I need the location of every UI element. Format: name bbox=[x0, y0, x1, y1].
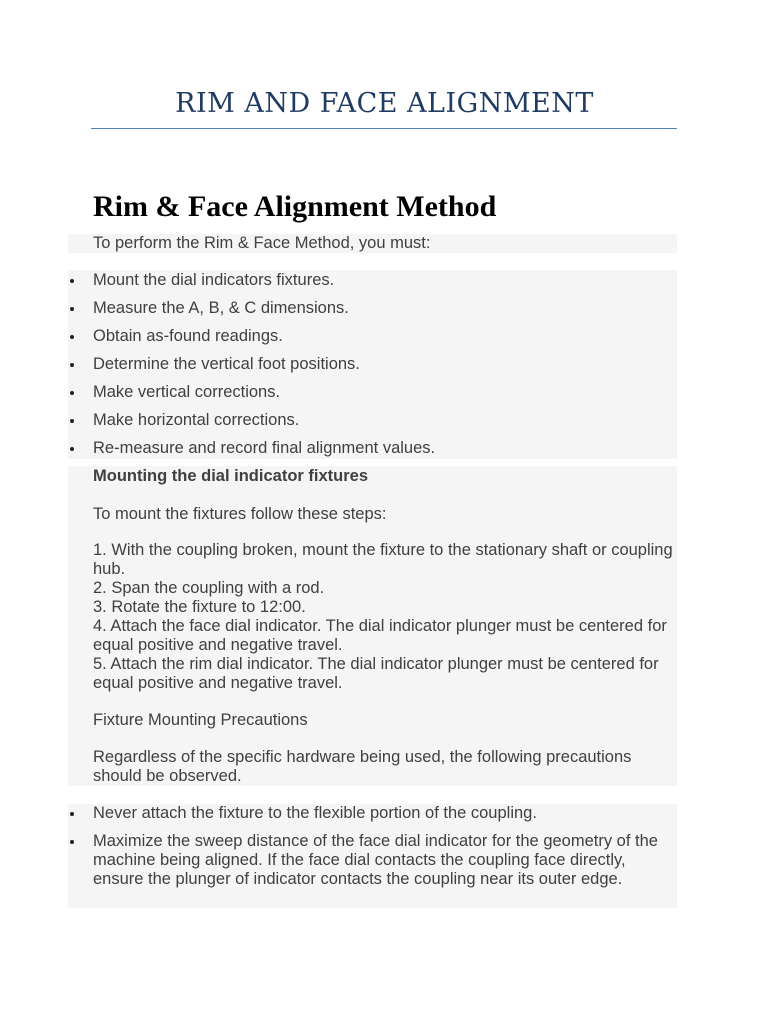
mounting-heading: Mounting the dial indicator fixtures bbox=[93, 467, 369, 485]
bullet-icon bbox=[70, 279, 74, 283]
list-item-text: Determine the vertical foot positions. bbox=[93, 355, 360, 373]
mounting-step: 3. Rotate the fixture to 12:00. bbox=[93, 598, 306, 616]
mounting-step: 1. With the coupling broken, mount the fixture to the stationary shaft or coupling hub. bbox=[93, 541, 673, 578]
bullet-icon bbox=[70, 307, 74, 311]
mounting-step: 2. Span the coupling with a rod. bbox=[93, 579, 325, 597]
list-item-text: Make vertical corrections. bbox=[93, 383, 281, 401]
list-item-text: Make horizontal corrections. bbox=[93, 411, 300, 429]
list-item bbox=[68, 383, 677, 411]
bullet-icon bbox=[70, 812, 74, 816]
list-item-text: Mount the dial indicators fixtures. bbox=[93, 271, 335, 289]
list-item bbox=[68, 299, 677, 327]
precautions-list bbox=[68, 804, 677, 898]
bullet-icon bbox=[70, 419, 74, 423]
bullet-icon bbox=[70, 363, 74, 367]
title-divider bbox=[91, 128, 677, 129]
bullet-icon bbox=[70, 335, 74, 339]
list-item-text: Measure the A, B, & C dimensions. bbox=[93, 299, 349, 317]
intro-paragraph: To perform the Rim & Face Method, you must: bbox=[93, 234, 431, 252]
list-item-text: Maximize the sweep distance of the face dial indicator for the geometry of the machine being aligned. If the face dial contacts the coupling face directly, ensure the plunger of indicator contacts the coupling near its outer edge. bbox=[93, 832, 658, 888]
mounting-intro: To mount the fixtures follow these steps: bbox=[93, 505, 387, 523]
precautions-intro: Regardless of the specific hardware being used, the following precautions should be observed. bbox=[93, 748, 632, 785]
list-item bbox=[68, 271, 677, 299]
list-item-text: Never attach the fixture to the flexible portion of the coupling. bbox=[93, 804, 537, 822]
list-item-text: Re-measure and record final alignment values. bbox=[93, 439, 436, 457]
list-item bbox=[68, 327, 677, 355]
list-item bbox=[68, 411, 677, 439]
bullet-icon bbox=[70, 391, 74, 395]
bullet-icon bbox=[70, 447, 74, 451]
list-item bbox=[68, 832, 677, 889]
document-title: RIM AND FACE ALIGNMENT bbox=[175, 88, 594, 119]
list-item bbox=[68, 355, 677, 383]
bullet-icon bbox=[70, 840, 74, 844]
list-item bbox=[68, 804, 677, 823]
precautions-heading: Fixture Mounting Precautions bbox=[93, 711, 308, 729]
mounting-step: 5. Attach the rim dial indicator. The dial indicator plunger must be centered for equal positive and negative travel. bbox=[93, 655, 659, 692]
list-item bbox=[68, 439, 677, 467]
list-item-text: Obtain as-found readings. bbox=[93, 327, 283, 345]
mounting-steps bbox=[93, 541, 673, 693]
section-heading: Rim & Face Alignment Method bbox=[93, 190, 497, 223]
mounting-step: 4. Attach the face dial indicator. The dial indicator plunger must be centered for equal positive and negative travel. bbox=[93, 617, 667, 654]
steps-list bbox=[68, 271, 677, 467]
